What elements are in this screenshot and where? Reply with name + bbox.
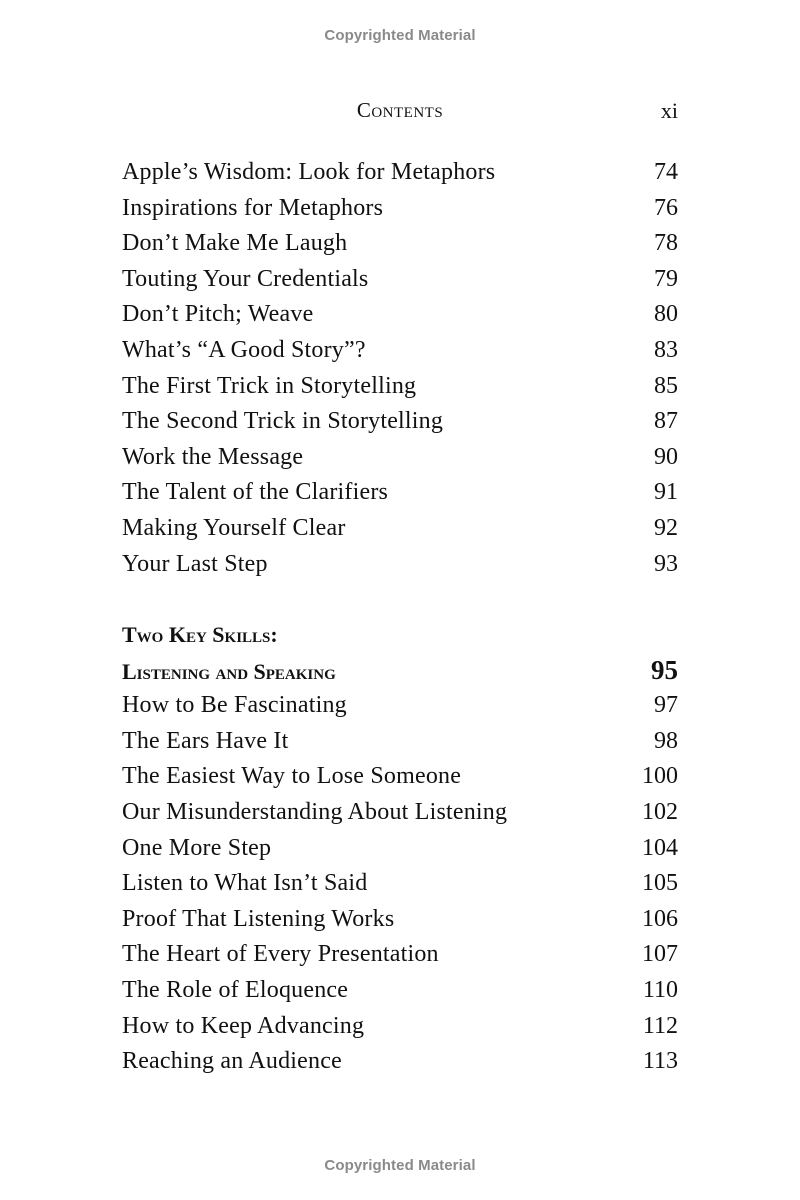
running-head-title: Contents: [356, 98, 444, 122]
toc-entry-title: Proof That Listening Works: [122, 905, 395, 932]
toc-entry-title: Making Yourself Clear: [122, 514, 346, 541]
toc-entry-page: 97: [654, 692, 678, 719]
toc-entry: [122, 902, 678, 938]
toc-entry-page: 110: [642, 976, 678, 1003]
toc-entry: [122, 262, 678, 298]
toc-entry: [122, 191, 678, 227]
toc-entry-page: 98: [654, 727, 678, 754]
copyright-watermark-top: Copyrighted Material: [324, 27, 476, 44]
toc-entry: [122, 724, 678, 760]
toc-entry: [122, 155, 678, 191]
toc-entry-page: 112: [642, 1012, 678, 1039]
toc-entry-page: 85: [654, 372, 678, 399]
toc-entry-page: 106: [642, 905, 678, 932]
toc-entry-page: 104: [642, 834, 678, 861]
toc-entry: [122, 973, 678, 1009]
toc-entry-title: How to Keep Advancing: [122, 1012, 365, 1039]
toc-entry-title: Our Misunderstanding About Listening: [122, 798, 508, 825]
toc-entry-title: Work the Message: [122, 443, 304, 470]
toc-entry: [122, 937, 678, 973]
toc-entry-page: 80: [654, 301, 678, 328]
section-heading-subtitle: Listening and Speaking: [122, 658, 336, 684]
toc-entry: [122, 831, 678, 867]
toc-entry-title: Inspirations for Metaphors: [122, 194, 384, 221]
toc-entry-title: Reaching an Audience: [122, 1048, 342, 1075]
toc-entry-page: 83: [654, 336, 678, 363]
toc-entry-page: 76: [654, 194, 678, 221]
toc-entry-page: 100: [642, 763, 678, 790]
toc-entry: [122, 297, 678, 333]
toc-entry: [122, 333, 678, 369]
toc-entry: [122, 866, 678, 902]
toc-entry-title: The Easiest Way to Lose Someone: [122, 763, 462, 790]
toc-entry-page: 74: [654, 159, 678, 185]
section-heading-page: 95: [651, 654, 678, 685]
toc-entry: [122, 795, 678, 831]
toc-entry-page: 87: [654, 408, 678, 435]
toc-entry-title: Don’t Make Me Laugh: [122, 230, 348, 257]
toc-list-first: [122, 155, 678, 582]
toc-entry: [122, 369, 678, 405]
toc-entry: [122, 547, 678, 583]
toc-entry: [122, 759, 678, 795]
toc-entry-page: 92: [654, 514, 678, 541]
toc-entry: [122, 1044, 678, 1080]
toc-entry-title: One More Step: [122, 834, 272, 861]
toc-entry-title: The Ears Have It: [122, 727, 289, 754]
copyright-watermark-bottom: Copyrighted Material: [324, 1157, 476, 1174]
toc-entry-page: 78: [654, 230, 678, 257]
toc-entry-title: The Second Trick in Storytelling: [122, 408, 444, 435]
toc-entry-title: The Heart of Every Presentation: [122, 941, 439, 968]
section-heading-line1: [122, 617, 678, 653]
toc-entry: [122, 440, 678, 476]
toc-entry: [122, 1009, 678, 1045]
toc-entry-page: 107: [642, 941, 678, 968]
toc-entry-title: The First Trick in Storytelling: [122, 372, 417, 399]
toc-entry-page: 105: [642, 870, 678, 897]
toc-entry-title: What’s “A Good Story”?: [122, 336, 366, 363]
toc-entry-title: Apple’s Wisdom: Look for Metaphors: [122, 159, 496, 185]
toc-list-section: [122, 617, 678, 1080]
toc-entry: [122, 226, 678, 262]
toc-entry-title: Your Last Step: [122, 550, 268, 577]
toc-entry-title: Listen to What Isn’t Said: [122, 870, 368, 897]
toc-entry: [122, 475, 678, 511]
toc-entry-title: How to Be Fascinating: [122, 692, 347, 719]
section-heading-line2: [122, 653, 678, 689]
running-head-page-number: xi: [660, 98, 678, 123]
toc-entry-title: The Role of Eloquence: [122, 976, 349, 1003]
running-head: [0, 98, 800, 128]
toc-entry-page: 102: [642, 798, 678, 825]
toc-entry-title: Touting Your Credentials: [122, 265, 369, 292]
toc-entry-page: 79: [654, 265, 678, 292]
toc-entry: [122, 511, 678, 547]
section-heading-title: Two Key Skills:: [122, 622, 278, 647]
toc-entry-page: 93: [654, 550, 678, 577]
toc-entry: [122, 404, 678, 440]
toc-entry-page: 91: [654, 479, 678, 506]
toc-entry-page: 90: [654, 443, 678, 470]
toc-entry: [122, 688, 678, 724]
toc-entry-page: 113: [642, 1048, 678, 1075]
toc-entry-title: Don’t Pitch; Weave: [122, 301, 314, 328]
toc-entry-title: The Talent of the Clarifiers: [122, 479, 389, 506]
